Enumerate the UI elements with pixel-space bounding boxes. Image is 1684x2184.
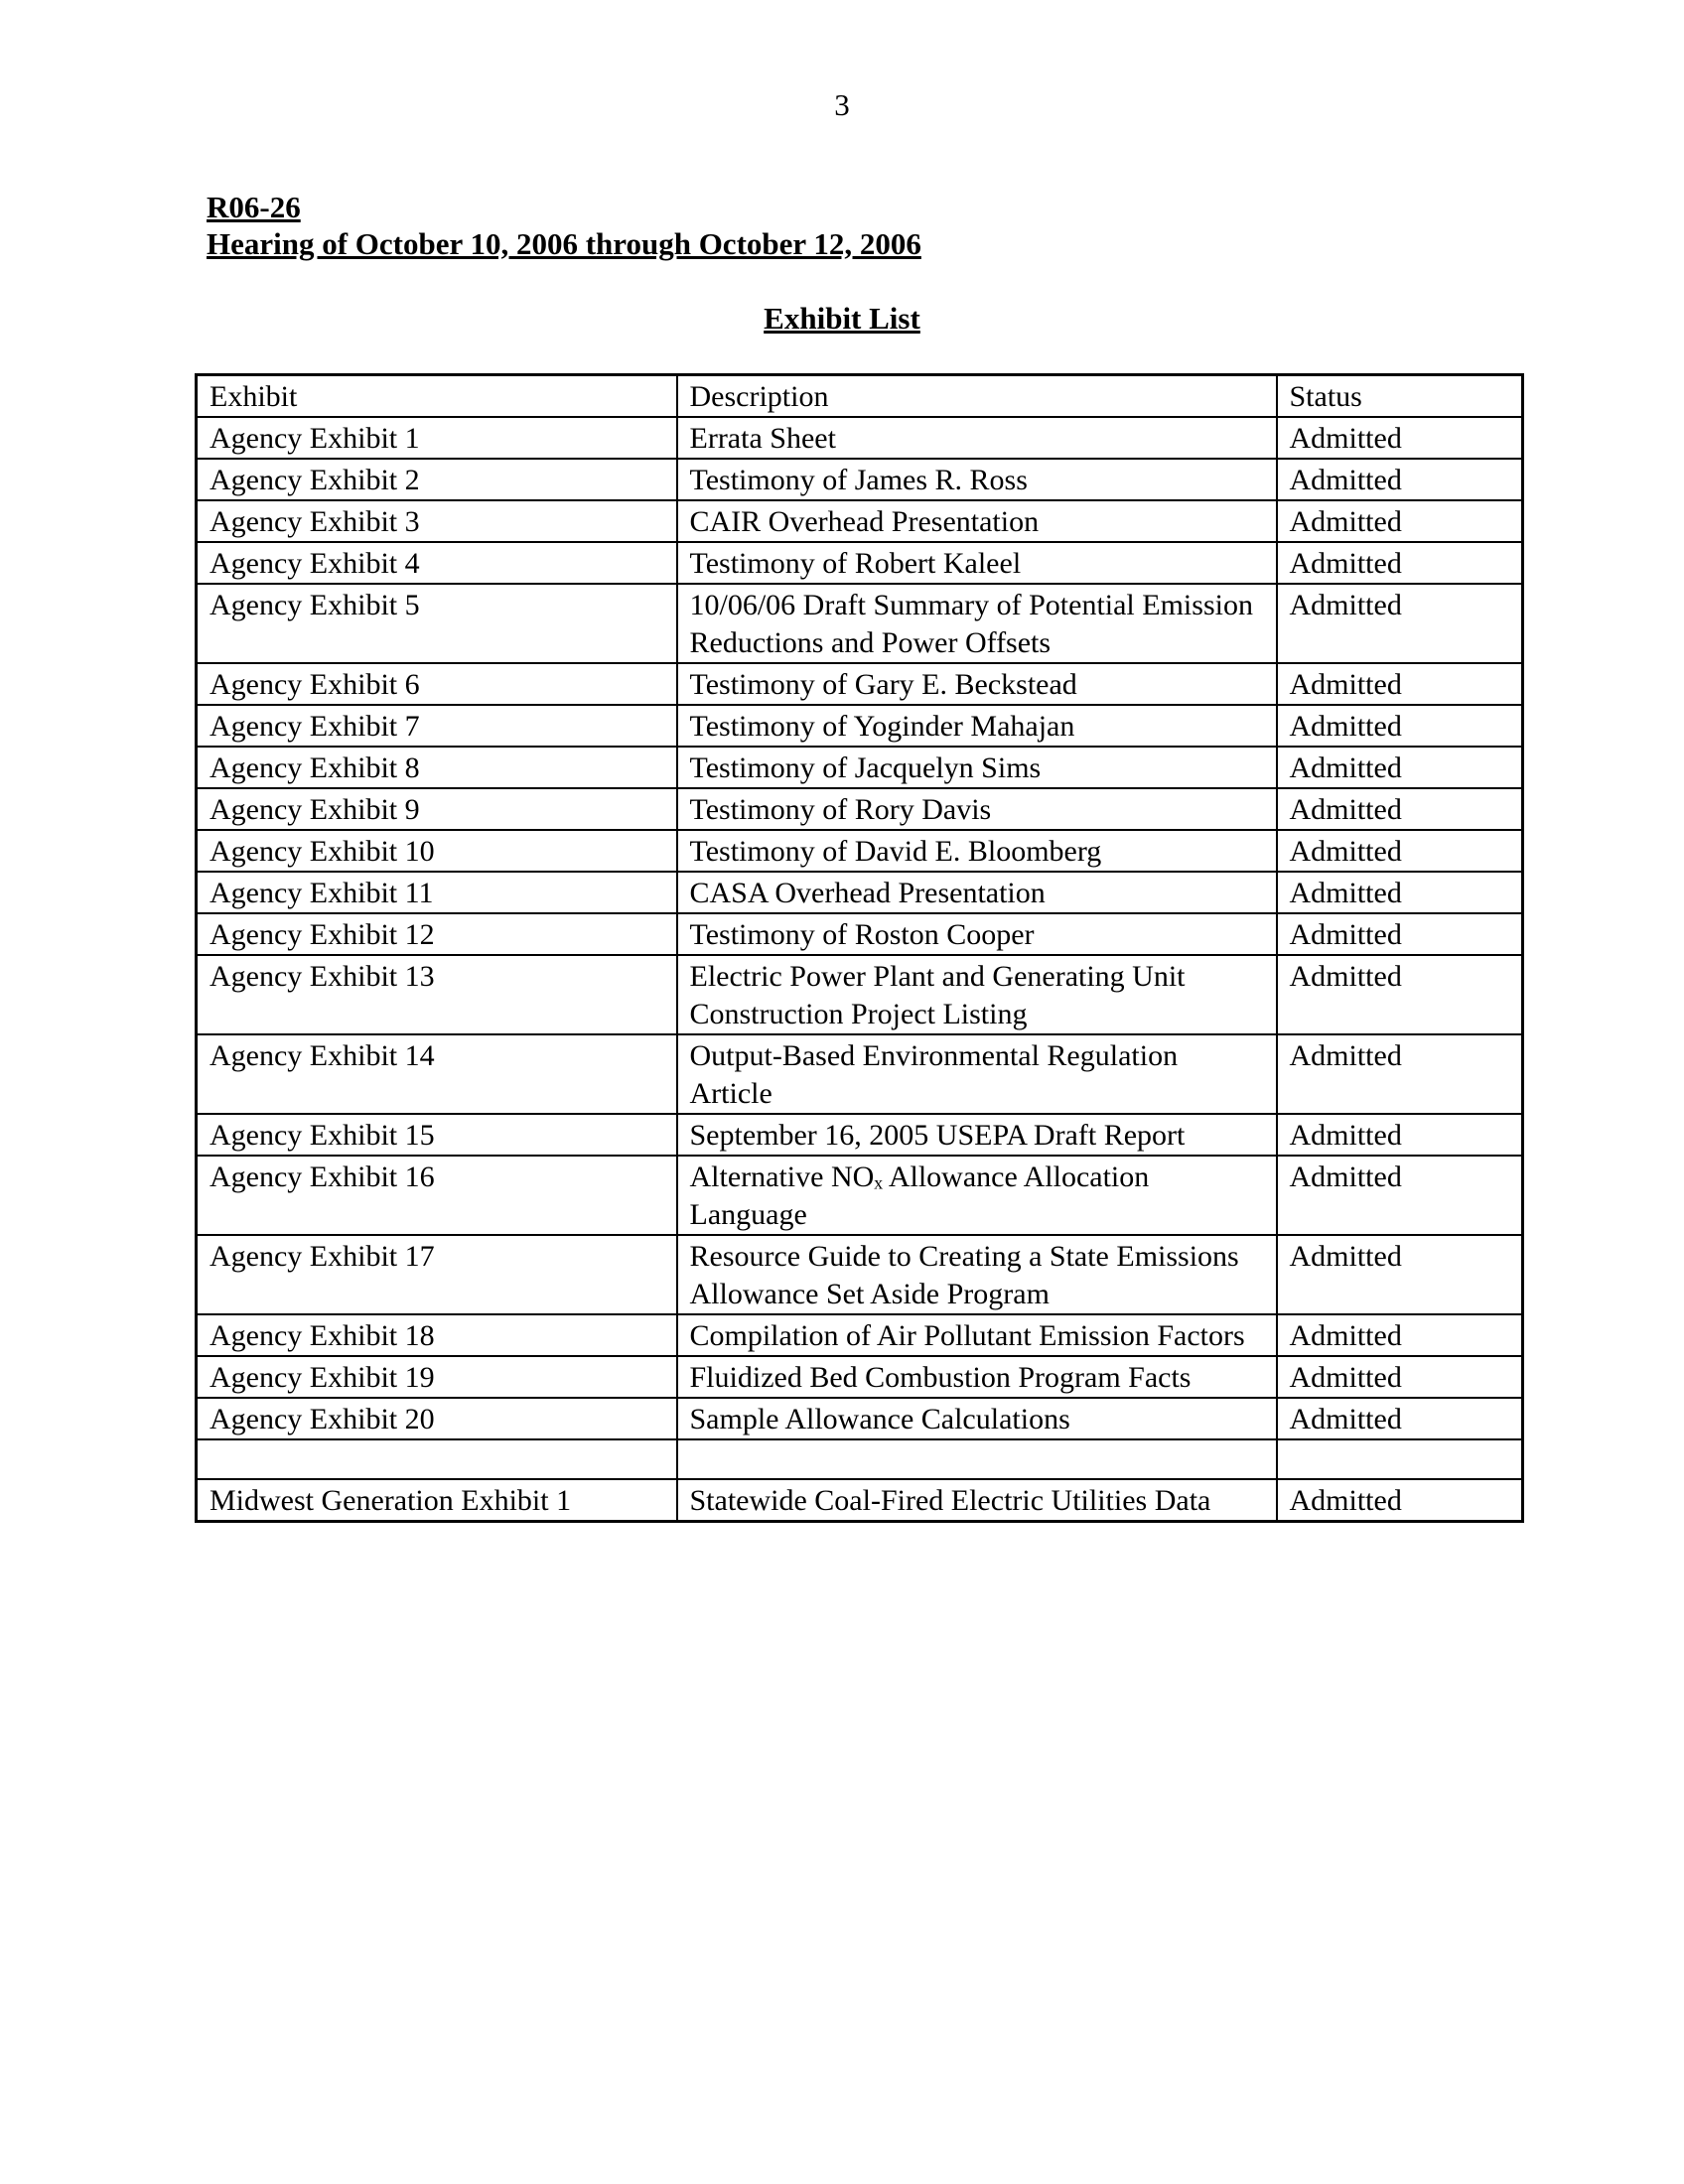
docket-number: R06-26 [207,190,301,224]
exhibit-cell: Agency Exhibit 2 [197,459,677,500]
description-cell: CASA Overhead Presentation [677,872,1277,913]
description-cell: Testimony of Robert Kaleel [677,542,1277,584]
description-cell: Sample Allowance Calculations [677,1398,1277,1439]
description-cell: September 16, 2005 USEPA Draft Report [677,1114,1277,1156]
description-cell: Compilation of Air Pollutant Emission Factors [677,1314,1277,1356]
exhibit-cell: Agency Exhibit 11 [197,872,677,913]
table-row [197,705,1523,747]
status-cell: Admitted [1277,663,1523,705]
description-cell: Output-Based Environmental Regulation Article [677,1034,1277,1114]
status-cell: Admitted [1277,705,1523,747]
description-cell: Resource Guide to Creating a State Emissions Allowance Set Aside Program [677,1235,1277,1314]
exhibit-cell: Agency Exhibit 1 [197,417,677,459]
table-row [197,1034,1523,1114]
status-cell: Admitted [1277,1314,1523,1356]
status-cell: Admitted [1277,1235,1523,1314]
table-row [197,1356,1523,1398]
description-cell: Testimony of James R. Ross [677,459,1277,500]
exhibit-cell: Agency Exhibit 17 [197,1235,677,1314]
column-header-status: Status [1277,375,1523,418]
description-cell: Testimony of Yoginder Mahajan [677,705,1277,747]
table-row [197,747,1523,788]
column-header-description: Description [677,375,1277,418]
status-cell: Admitted [1277,1114,1523,1156]
status-cell: Admitted [1277,1356,1523,1398]
status-cell: Admitted [1277,417,1523,459]
table-row [197,584,1523,663]
table-row [197,1398,1523,1439]
description-cell: Testimony of Roston Cooper [677,913,1277,955]
status-cell: Admitted [1277,459,1523,500]
description-cell: Testimony of Rory Davis [677,788,1277,830]
description-cell [677,1439,1277,1479]
exhibit-cell: Agency Exhibit 12 [197,913,677,955]
table-row [197,1479,1523,1522]
table-row [197,830,1523,872]
exhibit-cell: Agency Exhibit 18 [197,1314,677,1356]
table-row [197,1439,1523,1479]
description-cell: Fluidized Bed Combustion Program Facts [677,1356,1277,1398]
table-row [197,542,1523,584]
status-cell: Admitted [1277,542,1523,584]
status-cell: Admitted [1277,1398,1523,1439]
exhibit-cell: Agency Exhibit 7 [197,705,677,747]
exhibit-cell: Agency Exhibit 13 [197,955,677,1034]
table-row [197,1235,1523,1314]
description-cell: CAIR Overhead Presentation [677,500,1277,542]
exhibit-list-title [0,300,1684,338]
status-cell: Admitted [1277,788,1523,830]
table-row [197,417,1523,459]
status-cell: Admitted [1277,500,1523,542]
exhibit-cell: Agency Exhibit 20 [197,1398,677,1439]
column-header-exhibit: Exhibit [197,375,677,418]
status-cell: Admitted [1277,1156,1523,1235]
table-row [197,1314,1523,1356]
exhibit-cell: Agency Exhibit 3 [197,500,677,542]
description-cell: 10/06/06 Draft Summary of Potential Emission Reductions and Power Offsets [677,584,1277,663]
exhibit-cell: Agency Exhibit 6 [197,663,677,705]
table-row [197,459,1523,500]
exhibit-cell: Agency Exhibit 8 [197,747,677,788]
status-cell: Admitted [1277,584,1523,663]
page-number: 3 [834,87,850,122]
status-cell: Admitted [1277,913,1523,955]
status-cell: Admitted [1277,1479,1523,1522]
status-cell: Admitted [1277,747,1523,788]
description-cell: Statewide Coal-Fired Electric Utilities Data [677,1479,1277,1522]
exhibit-list-title-text: Exhibit List [764,301,920,336]
description-cell: Testimony of Jacquelyn Sims [677,747,1277,788]
status-cell: Admitted [1277,872,1523,913]
exhibit-cell: Agency Exhibit 5 [197,584,677,663]
table-row [197,913,1523,955]
description-cell: Alternative NOₓ Allowance Allocation Language [677,1156,1277,1235]
exhibit-cell: Agency Exhibit 19 [197,1356,677,1398]
description-cell: Errata Sheet [677,417,1277,459]
table-row [197,663,1523,705]
exhibit-table [195,373,1524,1523]
status-cell: Admitted [1277,955,1523,1034]
table-row [197,788,1523,830]
table-row [197,500,1523,542]
table-row [197,955,1523,1034]
exhibit-cell: Agency Exhibit 9 [197,788,677,830]
description-cell: Testimony of David E. Bloomberg [677,830,1277,872]
table-row [197,1156,1523,1235]
exhibit-cell: Agency Exhibit 14 [197,1034,677,1114]
exhibit-cell: Agency Exhibit 15 [197,1114,677,1156]
hearing-dates: Hearing of October 10, 2006 through October 12, 2006 [207,226,921,261]
status-cell: Admitted [1277,1034,1523,1114]
status-cell [1277,1439,1523,1479]
table-row [197,872,1523,913]
description-cell: Electric Power Plant and Generating Unit Construction Project Listing [677,955,1277,1034]
status-cell: Admitted [1277,830,1523,872]
exhibit-cell: Agency Exhibit 10 [197,830,677,872]
table-header-row [197,375,1523,418]
description-cell: Testimony of Gary E. Beckstead [677,663,1277,705]
table-row [197,1114,1523,1156]
exhibit-cell [197,1439,677,1479]
exhibit-cell: Agency Exhibit 4 [197,542,677,584]
exhibit-cell: Midwest Generation Exhibit 1 [197,1479,677,1522]
exhibit-cell: Agency Exhibit 16 [197,1156,677,1235]
